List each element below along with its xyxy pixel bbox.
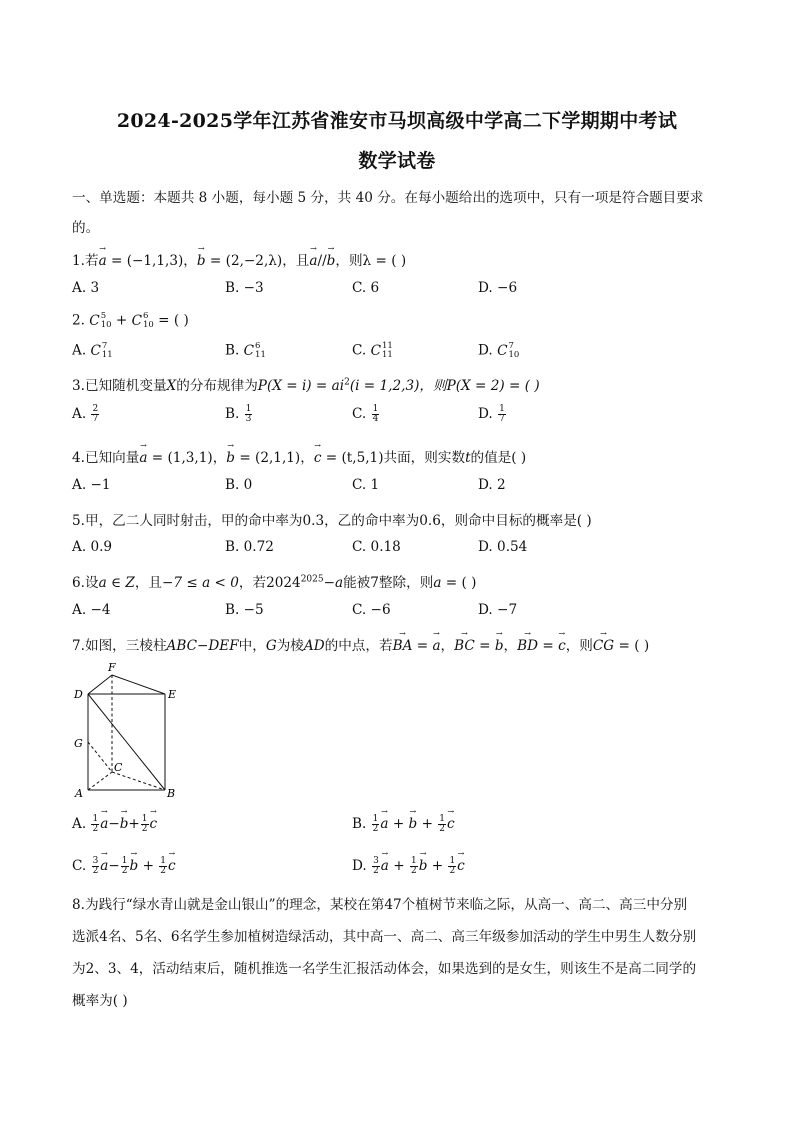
question-8-line2: 选派4名、5名、6名学生参加植树造绿活动，其中高一、高二、高三年级参加活动的学生中男生人数分别 [72,929,697,945]
q6-option-d: D. −7 [478,602,518,618]
q7-option-c: C. $\frac{3}{2}$ → a− $\frac{1}{2}$ → b + $\frac{1}{2}$ → c [72,857,176,876]
q5-option-d: D. 0.54 [478,539,528,555]
question-5: 5.甲，乙二人同时射击，甲的命中率为0.3，乙的命中率为0.6，则命中目标的概率是( ) [72,513,592,529]
q2-option-d: D. C 7 10 [478,341,520,360]
exam-subtitle: 数学试卷 [358,150,436,172]
q5-option-b: B. 0.72 [225,539,274,555]
q7-option-d: D. $\frac{3}{2}$ → a + $\frac{1}{2}$ → b + $\frac{1}{2}$ → c [352,857,465,876]
q4-option-a: A. −1 [72,477,111,493]
question-8-line1: 8.为践行“绿水青山就是金山银山”的理念，某校在第47个植树节来临之际，从高一、高二、高三中分别 [72,897,688,913]
vector-a: → a [99,253,107,269]
prism-figure [70,660,190,804]
q4-option-d: D. 2 [478,477,506,493]
q2-option-b: B. C 6 11 [225,341,266,360]
q1-option-a: A. 3 [72,280,100,296]
q3-option-a: A. $\frac{2}{7}$ [72,404,99,424]
question-7: 7.如图，三棱柱ABC−DEF中，G为棱AD的中点，若→ BA = → a，→ BC = → b，→ BD = → c，则→ CG = ( ) [72,634,720,654]
q4-option-c: C. 1 [352,477,380,493]
q6-option-c: C. −6 [352,602,391,618]
q3-option-c: C. $\frac{1}{4}$ [352,404,379,424]
question-6: 6.设a ∈ Z，且−7 ≤ a < 0，若$2024^{2025}-a$能被7整除，则a = ( ) [72,574,477,591]
q6-option-a: A. −4 [72,602,111,618]
question-8-line4: 概率为( ) [72,993,128,1009]
question-4: 4.已知向量→ a = (1,3,1)，→ b = (2,1,1)，→ c = (t,5,1)共面，则实数t的值是( ) [72,446,720,466]
q6-option-b: B. −5 [225,602,264,618]
q5-option-a: A. 0.9 [72,539,113,555]
q2-option-c: C. C 11 11 [352,341,393,360]
exam-title: 2024-2025学年江苏省淮安市马坝高级中学高二下学期期中考试 [116,110,678,132]
q4-option-b: B. 0 [225,477,253,493]
q1-option-b: B. −3 [225,280,264,296]
vertex-label-g: G [74,737,83,750]
vertex-label-b: B [167,787,176,800]
vertex-label-c: C [114,761,123,774]
vertex-label-f: F [108,661,116,674]
vector-b: → b [197,253,206,269]
section-instruction-line1: 一、单选题：本题共 8 小题，每小题 5 分，共 40 分。在每小题给出的选项中，只有一项是符合题目要求 [72,190,704,206]
vertex-label-e: E [168,688,177,701]
q5-option-c: C. 0.18 [352,539,401,555]
q1-option-c: C. 6 [352,280,380,296]
question-3: 3.已知随机变量X的分布规律为$P(X = i) = ai^2(i = 1,2,3)$，则P(X = 2) = ( ) [72,377,540,394]
q3-option-d: D. $\frac{1}{7}$ [478,404,505,424]
vertex-label-d: D [74,688,83,701]
question-8-line3: 为2、3、4，活动结束后，随机推选一名学生汇报活动体会，如果选到的是女生，则该生不是高二同学的 [72,961,697,977]
q7-option-a: A. $\frac{1}{2}$ → a−→ b+ $\frac{1}{2}$ → c [72,815,157,834]
question-2: 2. C 5 10 + C 6 10 = ( ) [72,311,189,330]
q3-option-b: B. $\frac{1}{3}$ [225,404,252,424]
q7-option-b: B. $\frac{1}{2}$ → a + → b + $\frac{1}{2}$ → c [352,815,455,834]
question-1: 1.若→ a = (−1,1,3)，→ b = (2,−2,λ)，且→ a//→ b，则λ = ( ) [72,249,720,269]
q1-option-d: D. −6 [478,280,518,296]
vertex-label-a: A [75,787,83,800]
q2-option-a: A. C 7 11 [72,341,113,360]
section-instruction-line2: 的。 [72,220,100,236]
